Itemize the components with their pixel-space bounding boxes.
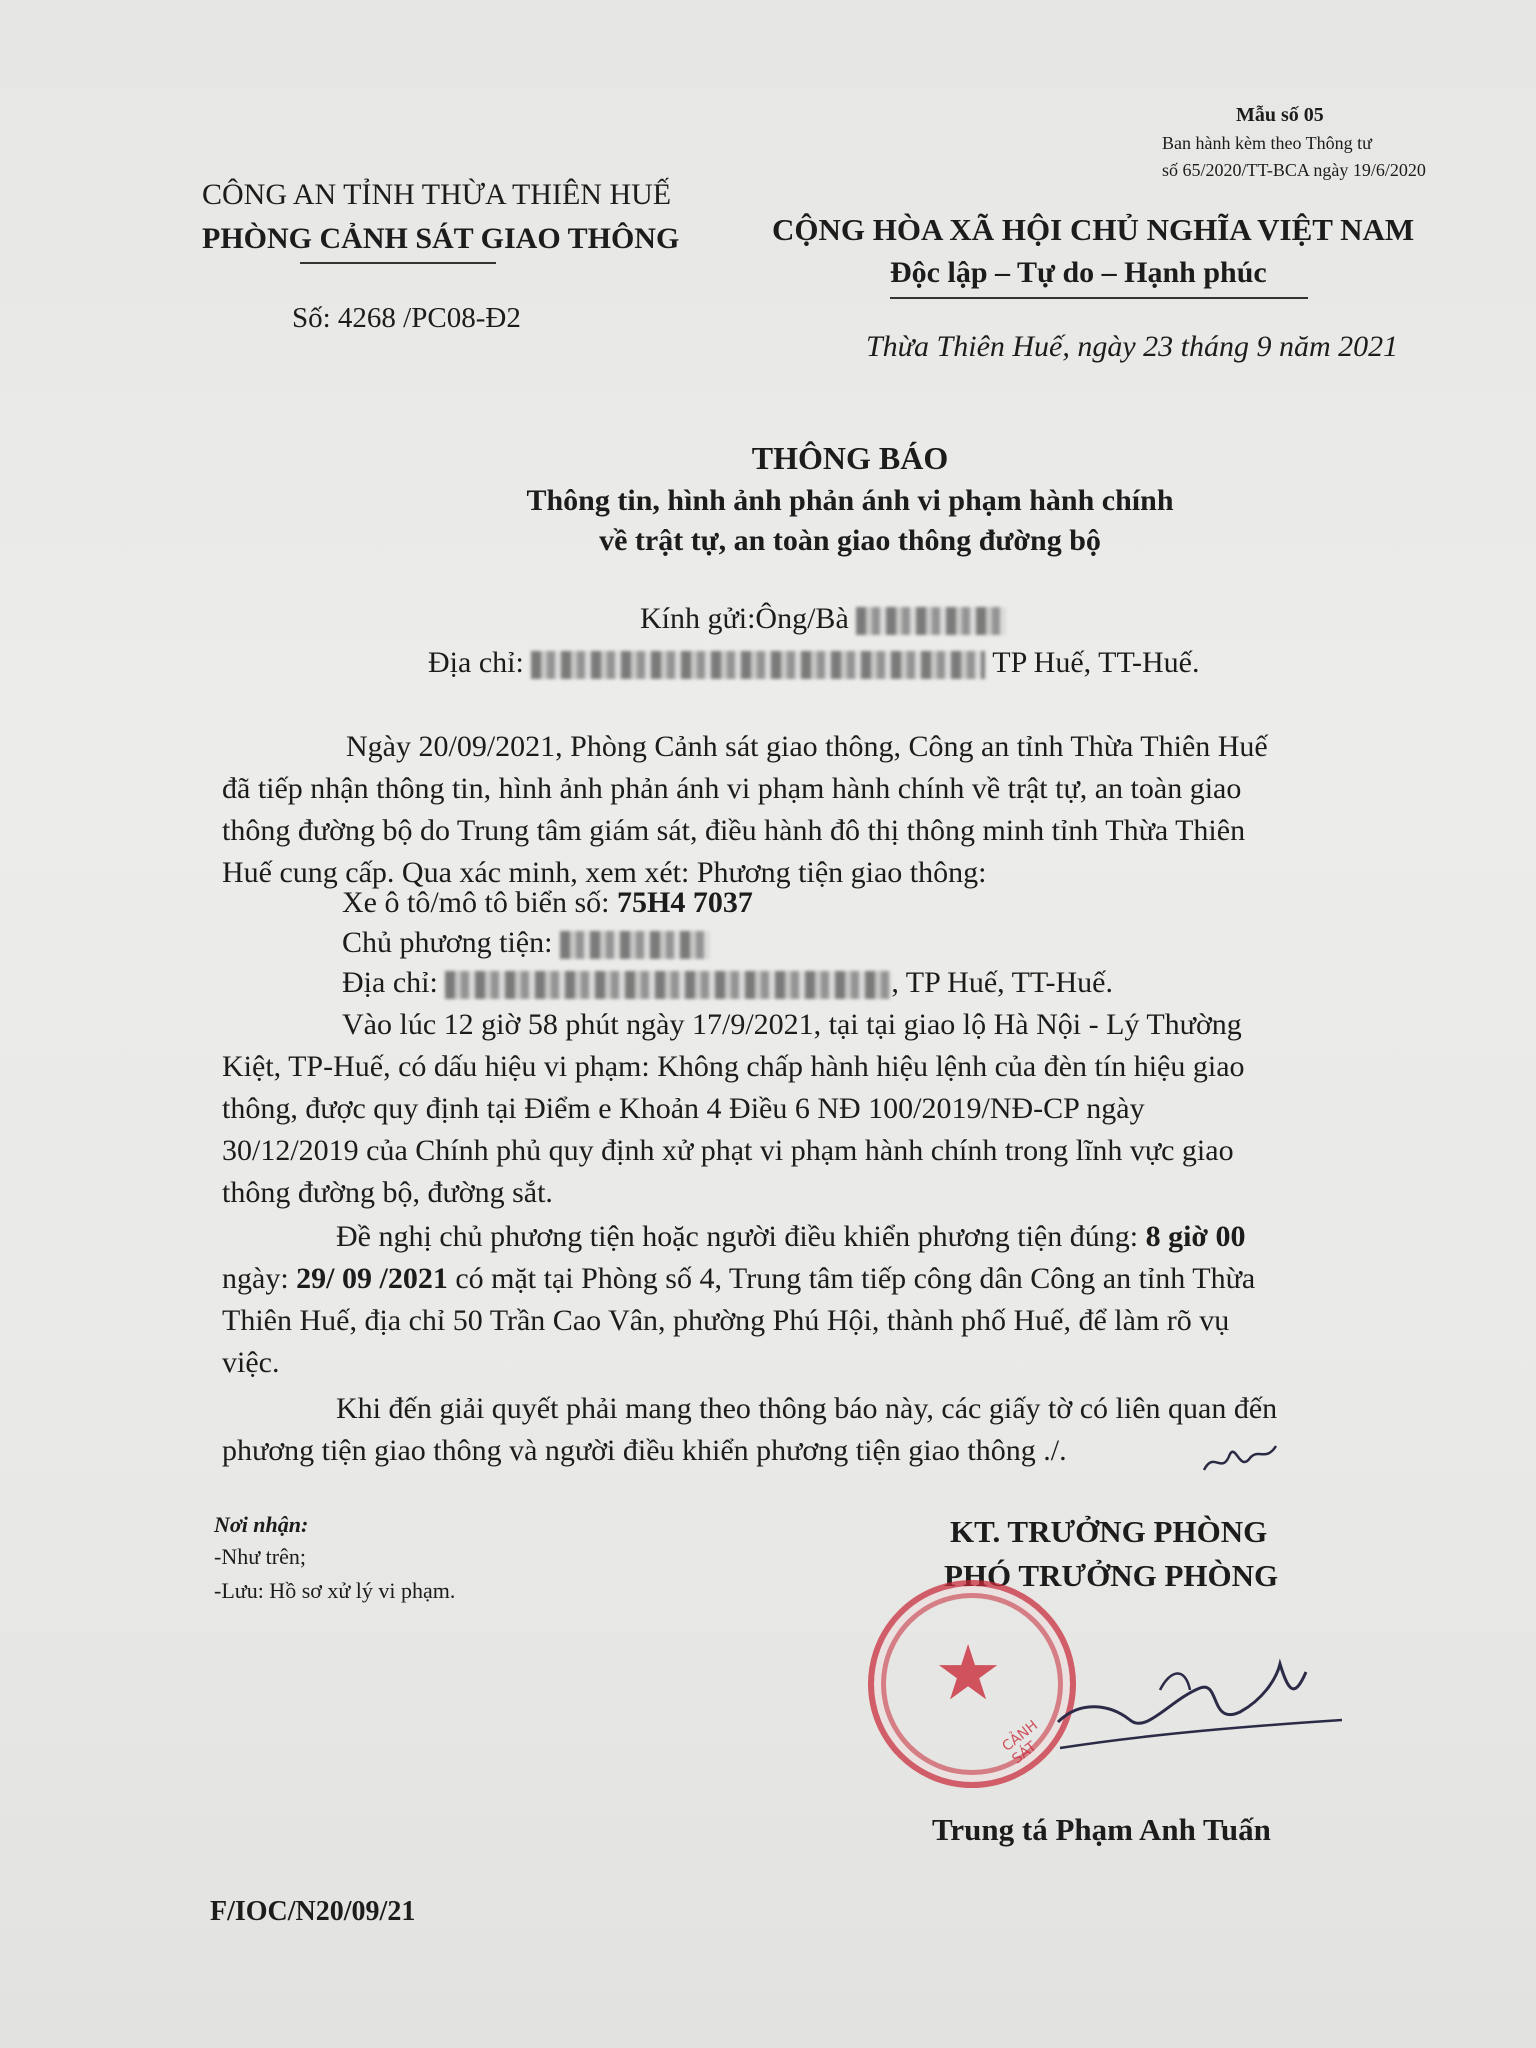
place-date: Thừa Thiên Huế, ngày 23 tháng 9 năm 2021 bbox=[866, 330, 1399, 363]
form-number: Mẫu số 05 bbox=[1236, 104, 1324, 126]
paragraph1-line3: thông đường bộ do Trung tâm giám sát, điều hành đô thị thông minh tỉnh Thừa Thiên bbox=[222, 814, 1246, 847]
form-note-line2: số 65/2020/TT-BCA ngày 19/6/2020 bbox=[1162, 160, 1426, 180]
appointment-time: 8 giờ 00 bbox=[1145, 1220, 1246, 1253]
salutation-label: Kính gửi:Ông/Bà bbox=[640, 602, 849, 635]
signatory-title2: PHÓ TRƯỞNG PHÒNG bbox=[944, 1558, 1279, 1593]
p3-date-label: ngày: bbox=[222, 1262, 289, 1295]
paragraph1-line2: đã tiếp nhận thông tin, hình ảnh phản ánh vi phạm hành chính về trật tự, an toàn giao bbox=[222, 772, 1242, 805]
agency-underline bbox=[300, 262, 496, 264]
vehicle-plate-line bbox=[342, 886, 753, 920]
paragraph3-line1 bbox=[336, 1220, 1246, 1254]
recipient-address-tail: TP Huế, TT-Huế. bbox=[992, 646, 1200, 679]
paragraph4-line2: phương tiện giao thông và người điều khiển phương tiện giao thông ./. bbox=[222, 1434, 1067, 1467]
plate-value: 75H4 7037 bbox=[616, 886, 753, 919]
redacted-owner-name bbox=[560, 931, 710, 959]
national-title: CỘNG HÒA XÃ HỘI CHỦ NGHĨA VIỆT NAM bbox=[772, 212, 1415, 247]
signatory-title1: KT. TRƯỞNG PHÒNG bbox=[950, 1514, 1268, 1549]
paragraph4-line1: Khi đến giải quyết phải mang theo thông báo này, các giấy tờ có liên quan đến bbox=[336, 1392, 1278, 1425]
paragraph3-line2 bbox=[222, 1262, 1255, 1296]
paragraph2-line5: thông đường bộ, đường sắt. bbox=[222, 1176, 553, 1209]
redacted-recipient-name bbox=[856, 607, 1006, 635]
paragraph2-line1: Vào lúc 12 giờ 58 phút ngày 17/9/2021, tại tại giao lộ Hà Nội - Lý Thường bbox=[342, 1008, 1242, 1041]
p3-request-text: Đề nghị chủ phương tiện hoặc người điều khiển phương tiện đúng: bbox=[336, 1220, 1139, 1253]
agency-parent: CÔNG AN TỈNH THỪA THIÊN HUẾ bbox=[202, 178, 672, 211]
paragraph3-line4: việc. bbox=[222, 1346, 280, 1379]
recipient-address-line bbox=[428, 646, 1199, 680]
initial-mark bbox=[1200, 1440, 1280, 1480]
reference-number: Số: 4268 /PC08-Đ2 bbox=[292, 302, 521, 334]
paragraph1-line1: Ngày 20/09/2021, Phòng Cảnh sát giao thông, Công an tỉnh Thừa Thiên Huế bbox=[346, 730, 1268, 763]
appointment-date: 29/ 09 /2021 bbox=[296, 1262, 448, 1295]
p3-location-text: có mặt tại Phòng số 4, Trung tâm tiếp công dân Công an tỉnh Thừa bbox=[455, 1262, 1256, 1295]
document-subtitle-line2: về trật tự, an toàn giao thông đường bộ bbox=[599, 524, 1101, 557]
paragraph2-line4: 30/12/2019 của Chính phủ quy định xử phạt vi phạm hành chính trong lĩnh vực giao bbox=[222, 1134, 1234, 1167]
recipients-item1: -Như trên; bbox=[214, 1544, 306, 1569]
seal-star-icon: ★ bbox=[934, 1632, 1003, 1716]
salutation-line bbox=[640, 602, 1006, 636]
owner-address-label: Địa chỉ: bbox=[342, 966, 438, 999]
form-note bbox=[1162, 130, 1426, 184]
recipients-label: Nơi nhận: bbox=[214, 1512, 309, 1537]
vehicle-owner-line bbox=[342, 926, 710, 960]
handwritten-signature bbox=[1050, 1630, 1350, 1760]
recipient-address-label: Địa chỉ: bbox=[428, 646, 524, 679]
national-motto: Độc lập – Tự do – Hạnh phúc bbox=[890, 256, 1267, 289]
owner-label: Chủ phương tiện: bbox=[342, 926, 553, 959]
owner-address-line bbox=[342, 966, 1113, 1000]
redacted-owner-address bbox=[445, 971, 891, 999]
form-note-line1: Ban hành kèm theo Thông tư bbox=[1162, 133, 1372, 153]
agency-name: PHÒNG CẢNH SÁT GIAO THÔNG bbox=[202, 222, 680, 255]
document-subtitle-line1: Thông tin, hình ảnh phản ánh vi phạm hành chính bbox=[526, 484, 1174, 517]
owner-address-tail: , TP Huế, TT-Huế. bbox=[891, 966, 1113, 999]
seal-text: CẢNH SÁT bbox=[999, 1717, 1042, 1768]
paragraph2-line3: thông, được quy định tại Điểm e Khoản 4 Điều 6 NĐ 100/2019/NĐ-CP ngày bbox=[222, 1092, 1145, 1125]
motto-underline bbox=[890, 297, 1308, 299]
redacted-recipient-address bbox=[531, 651, 985, 679]
signatory-name: Trung tá Phạm Anh Tuấn bbox=[932, 1812, 1271, 1847]
paragraph1-line4: Huế cung cấp. Qua xác minh, xem xét: Phương tiện giao thông: bbox=[222, 856, 987, 889]
paragraph2-line2: Kiệt, TP-Huế, có dấu hiệu vi phạm: Không chấp hành hiệu lệnh của đèn tín hiệu giao bbox=[222, 1050, 1245, 1083]
document-title: THÔNG BÁO bbox=[751, 440, 949, 476]
official-seal bbox=[868, 1580, 1076, 1788]
paragraph3-line3: Thiên Huế, địa chỉ 50 Trần Cao Vân, phường Phú Hội, thành phố Huế, để làm rõ vụ bbox=[222, 1304, 1230, 1337]
footer-code: F/IOC/N20/09/21 bbox=[210, 1896, 416, 1927]
recipients-item2: -Lưu: Hồ sơ xử lý vi phạm. bbox=[214, 1578, 456, 1603]
plate-label: Xe ô tô/mô tô biển số: bbox=[342, 886, 610, 919]
